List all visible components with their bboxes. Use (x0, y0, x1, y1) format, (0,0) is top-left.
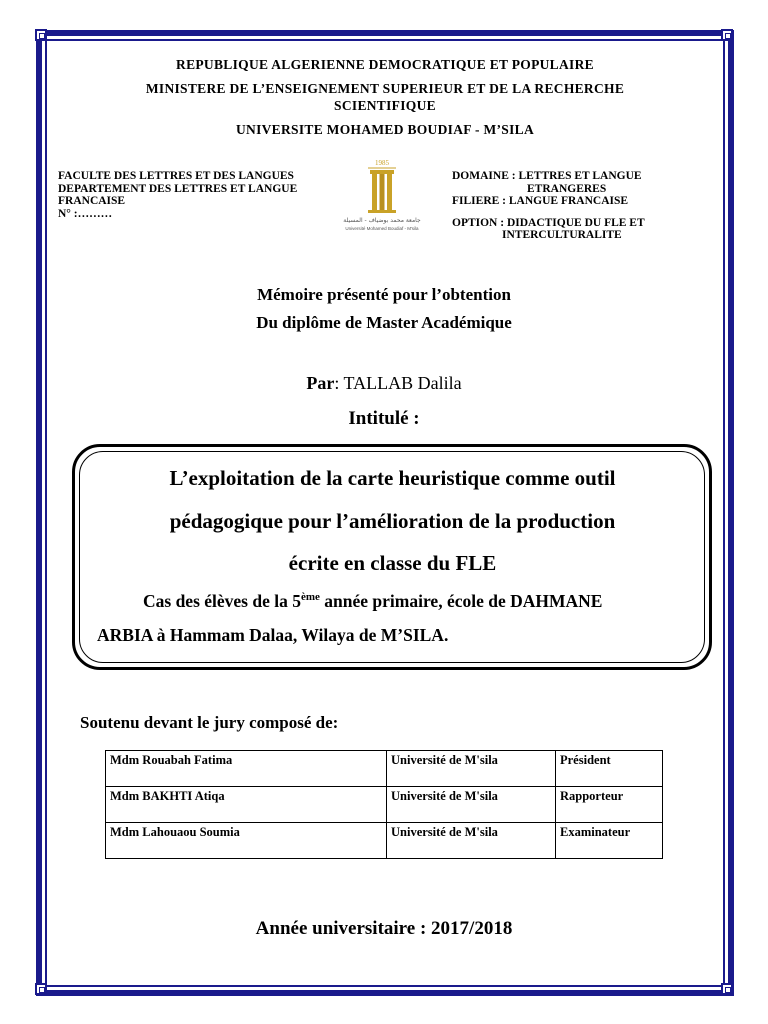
memoire-line2: Du diplôme de Master Académique (256, 313, 512, 332)
author-name: : TALLAB Dalila (334, 373, 462, 393)
header-ministry-cont: SCIENTIFIQUE (334, 98, 436, 113)
faculty-name: FACULTE DES LETTRES ET DES LANGUES (58, 170, 294, 182)
domain-label-cont: ETRANGERES (527, 182, 607, 195)
header-ministry: MINISTERE DE L’ENSEIGNEMENT SUPERIEUR ET DE LA RECHERCHE (145, 81, 625, 96)
case-study-line2: ARBIA à Hammam Dalaa, Wilaya de M’SILA. (97, 625, 449, 645)
department-name: DEPARTEMENT DES LETTRES ET LANGUE (58, 182, 298, 195)
jury-table (105, 750, 663, 859)
corner-ornament (721, 29, 733, 41)
author-label: Par (306, 373, 335, 393)
faculty-block (58, 170, 333, 220)
logo-arabic-name: جامعة محمد بوضياف - المسيلة (343, 217, 421, 224)
university-logo (332, 156, 432, 236)
case-study-line1: Cas des élèves de la 5ème année primaire, école de DAHMANE (143, 591, 603, 611)
document-number: N° :……… (58, 207, 113, 220)
jury-member-role: Examinateur (556, 823, 663, 859)
logo-latin-name: Université Mohamed Boudiaf - M'sila (345, 226, 419, 231)
jury-member-name: Mdm Lahouaou Soumia (106, 823, 387, 859)
department-name-cont: FRANCAISE (58, 195, 126, 207)
academic-year: Année universitaire : 2017/2018 (255, 918, 513, 939)
domain-block (452, 170, 722, 242)
header-university: UNIVERSITE MOHAMED BOUDIAF - M’SILA (235, 122, 534, 137)
domain-label: DOMAINE : LETTRES ET LANGUE (452, 170, 642, 182)
option-label-cont: INTERCULTURALITE (502, 229, 622, 241)
jury-member-university: Université de M'sila (387, 823, 556, 859)
table-row (106, 787, 663, 823)
memoire-line1: Mémoire présenté pour l’obtention (257, 285, 511, 304)
intitule-heading: Intitulé : (348, 408, 420, 429)
author-line (100, 373, 668, 394)
filiere-label: FILIERE : LANGUE FRANCAISE (452, 195, 629, 207)
header-republic: REPUBLIQUE ALGERIENNE DEMOCRATIQUE ET POPULAIRE (176, 57, 594, 72)
logo-year: 1985 (375, 159, 389, 167)
thesis-title-line3: écrite en classe du FLE (288, 551, 497, 575)
table-row (106, 823, 663, 859)
table-row (106, 751, 663, 787)
jury-member-university: Université de M'sila (387, 751, 556, 787)
jury-member-university: Université de M'sila (387, 787, 556, 823)
corner-ornament (721, 983, 733, 995)
jury-heading: Soutenu devant le jury composé de: (80, 713, 339, 732)
jury-member-name: Mdm Rouabah Fatima (106, 751, 387, 787)
corner-ornament (35, 983, 47, 995)
jury-member-role: Président (556, 751, 663, 787)
jury-member-role: Rapporteur (556, 787, 663, 823)
jury-member-name: Mdm BAKHTI Atiqa (106, 787, 387, 823)
corner-ornament (35, 29, 47, 41)
thesis-title-line1: L’exploitation de la carte heuristique comme outil (169, 466, 616, 490)
option-label: OPTION : DIDACTIQUE DU FLE ET (452, 216, 645, 229)
thesis-title-line2: pédagogique pour l’amélioration de la production (169, 509, 616, 533)
